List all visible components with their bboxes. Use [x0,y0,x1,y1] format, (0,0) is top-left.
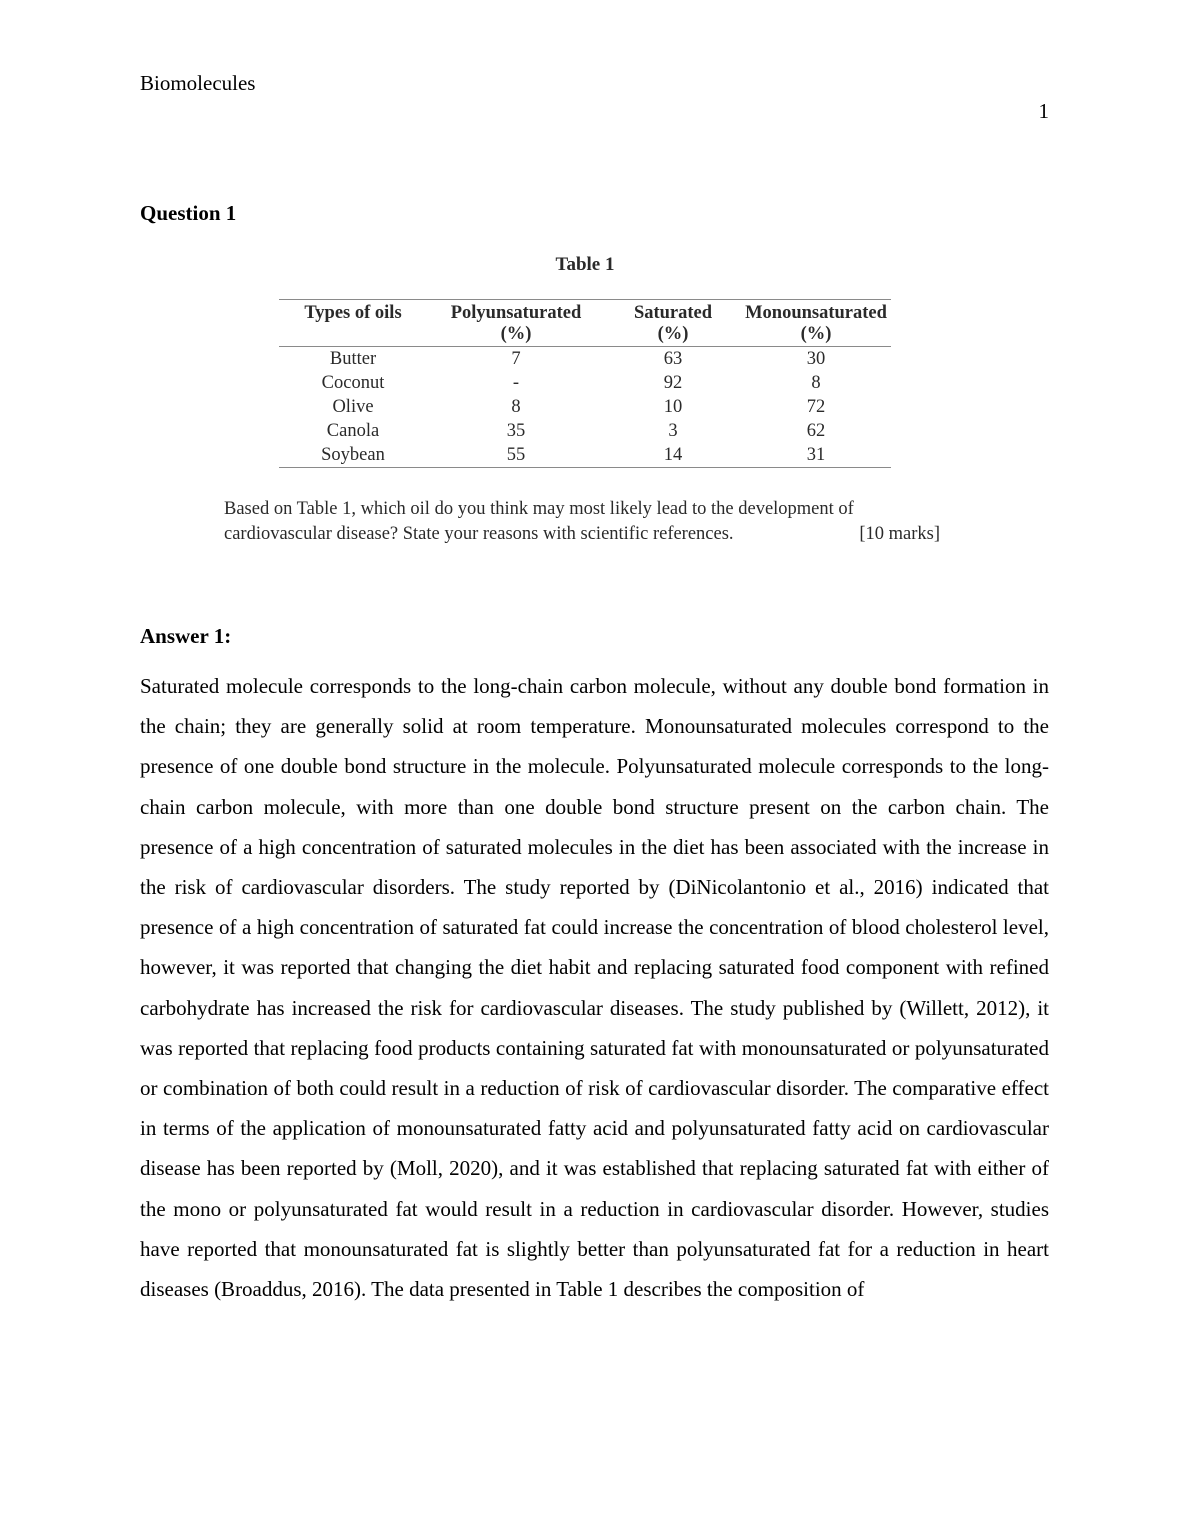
table-cell: Soybean [279,443,427,468]
table-cell: 30 [806,349,826,369]
prompt-line: cardiovascular disease? State your reasons with scientific references. [224,524,734,544]
table-cell: 55 [427,443,605,468]
table-caption: Table 1 [555,254,615,275]
table-cell: Butter [329,349,377,369]
table-row [279,443,891,468]
column-header-monounsaturated [741,300,891,347]
table-cell: 35 [506,421,526,441]
table-cell: 92 [663,373,683,393]
table-header-row [279,300,891,347]
running-header-title: Biomolecules [140,71,256,95]
table-cell: 8 [511,397,521,417]
column-header-line: Saturated [633,303,713,323]
table-cell: Olive [332,397,374,417]
column-header-line: (%) [657,324,689,344]
table-cell: Canola [326,421,380,441]
table-cell: 7 [511,349,521,369]
table-cell: 63 [663,349,683,369]
table-row [279,347,891,372]
column-header-line: (%) [800,324,832,344]
prompt-line-with-marks [224,522,940,547]
table-row [279,419,891,443]
column-header-line: Monounsaturated [745,303,887,323]
table-cell: Coconut [321,373,385,393]
prompt-line: Based on Table 1, which oil do you think may most likely lead to the development of [224,499,854,519]
table-cell: - [512,373,520,393]
answer-heading: Answer 1: [140,624,232,648]
column-header-polyunsaturated [427,300,605,347]
question-prompt [224,497,940,547]
table-row [279,395,891,419]
column-header-line: (%) [500,324,532,344]
page-number: 1 [1038,99,1049,123]
answer-paragraph: Saturated molecule corresponds to the long-chain carbon molecule, without any double bond formation in the chain; they are generally solid at room temperature. Monounsaturated molecules correspond to the presence of one double bond structure in the molecule. Polyunsaturated molecule corresponds to the long-chain carbon molecule, with more than one double bond structure present on the carbon chain. The presence of a high concentration of saturated molecules in the diet has been associated with the increase in the risk of cardiovascular disorders. The study reported by (DiNicolantonio et al., 2016) indicated that presence of a high concentration of saturated fat could increase the concentration of blood cholesterol level, however, it was reported that changing the diet habit and replacing saturated food component with refined carbohydrate has increased the risk for cardiovascular diseases. The study published by (Willett, 2012), it was reported that replacing food products containing saturated fat with monounsaturated or polyunsaturated or combination of both could result in a reduction of risk of cardiovascular disorder. The comparative effect in terms of the application of monounsaturated fatty acid and polyunsaturated fatty acid on cardiovascular disease has been reported by (Moll, 2020), and it was established that replacing saturated fat with either of the mono or polyunsaturated fat would result in a reduction in cardiovascular disorder. However, studies have reported that monounsaturated fat is slightly better than polyunsaturated fat for a reduction in heart diseases (Broaddus, 2016). The data presented in Table 1 describes the composition of [140,674,1049,1302]
table-cell: 14 [605,443,741,468]
table-cell: 62 [806,421,826,441]
table-cell: 72 [806,397,826,417]
question-heading: Question 1 [140,201,237,225]
table-cell: 3 [668,421,678,441]
marks-label: [10 marks] [859,524,940,544]
table-cell: 10 [663,397,683,417]
oil-composition-table [279,299,891,468]
column-header-saturated [605,300,741,347]
table-row [279,371,891,395]
column-header-line: Polyunsaturated [450,303,582,323]
table-cell: 8 [811,373,821,393]
column-header-oil-type [279,300,427,347]
table-cell: 31 [741,443,891,468]
column-header-line: Types of oils [304,303,402,323]
